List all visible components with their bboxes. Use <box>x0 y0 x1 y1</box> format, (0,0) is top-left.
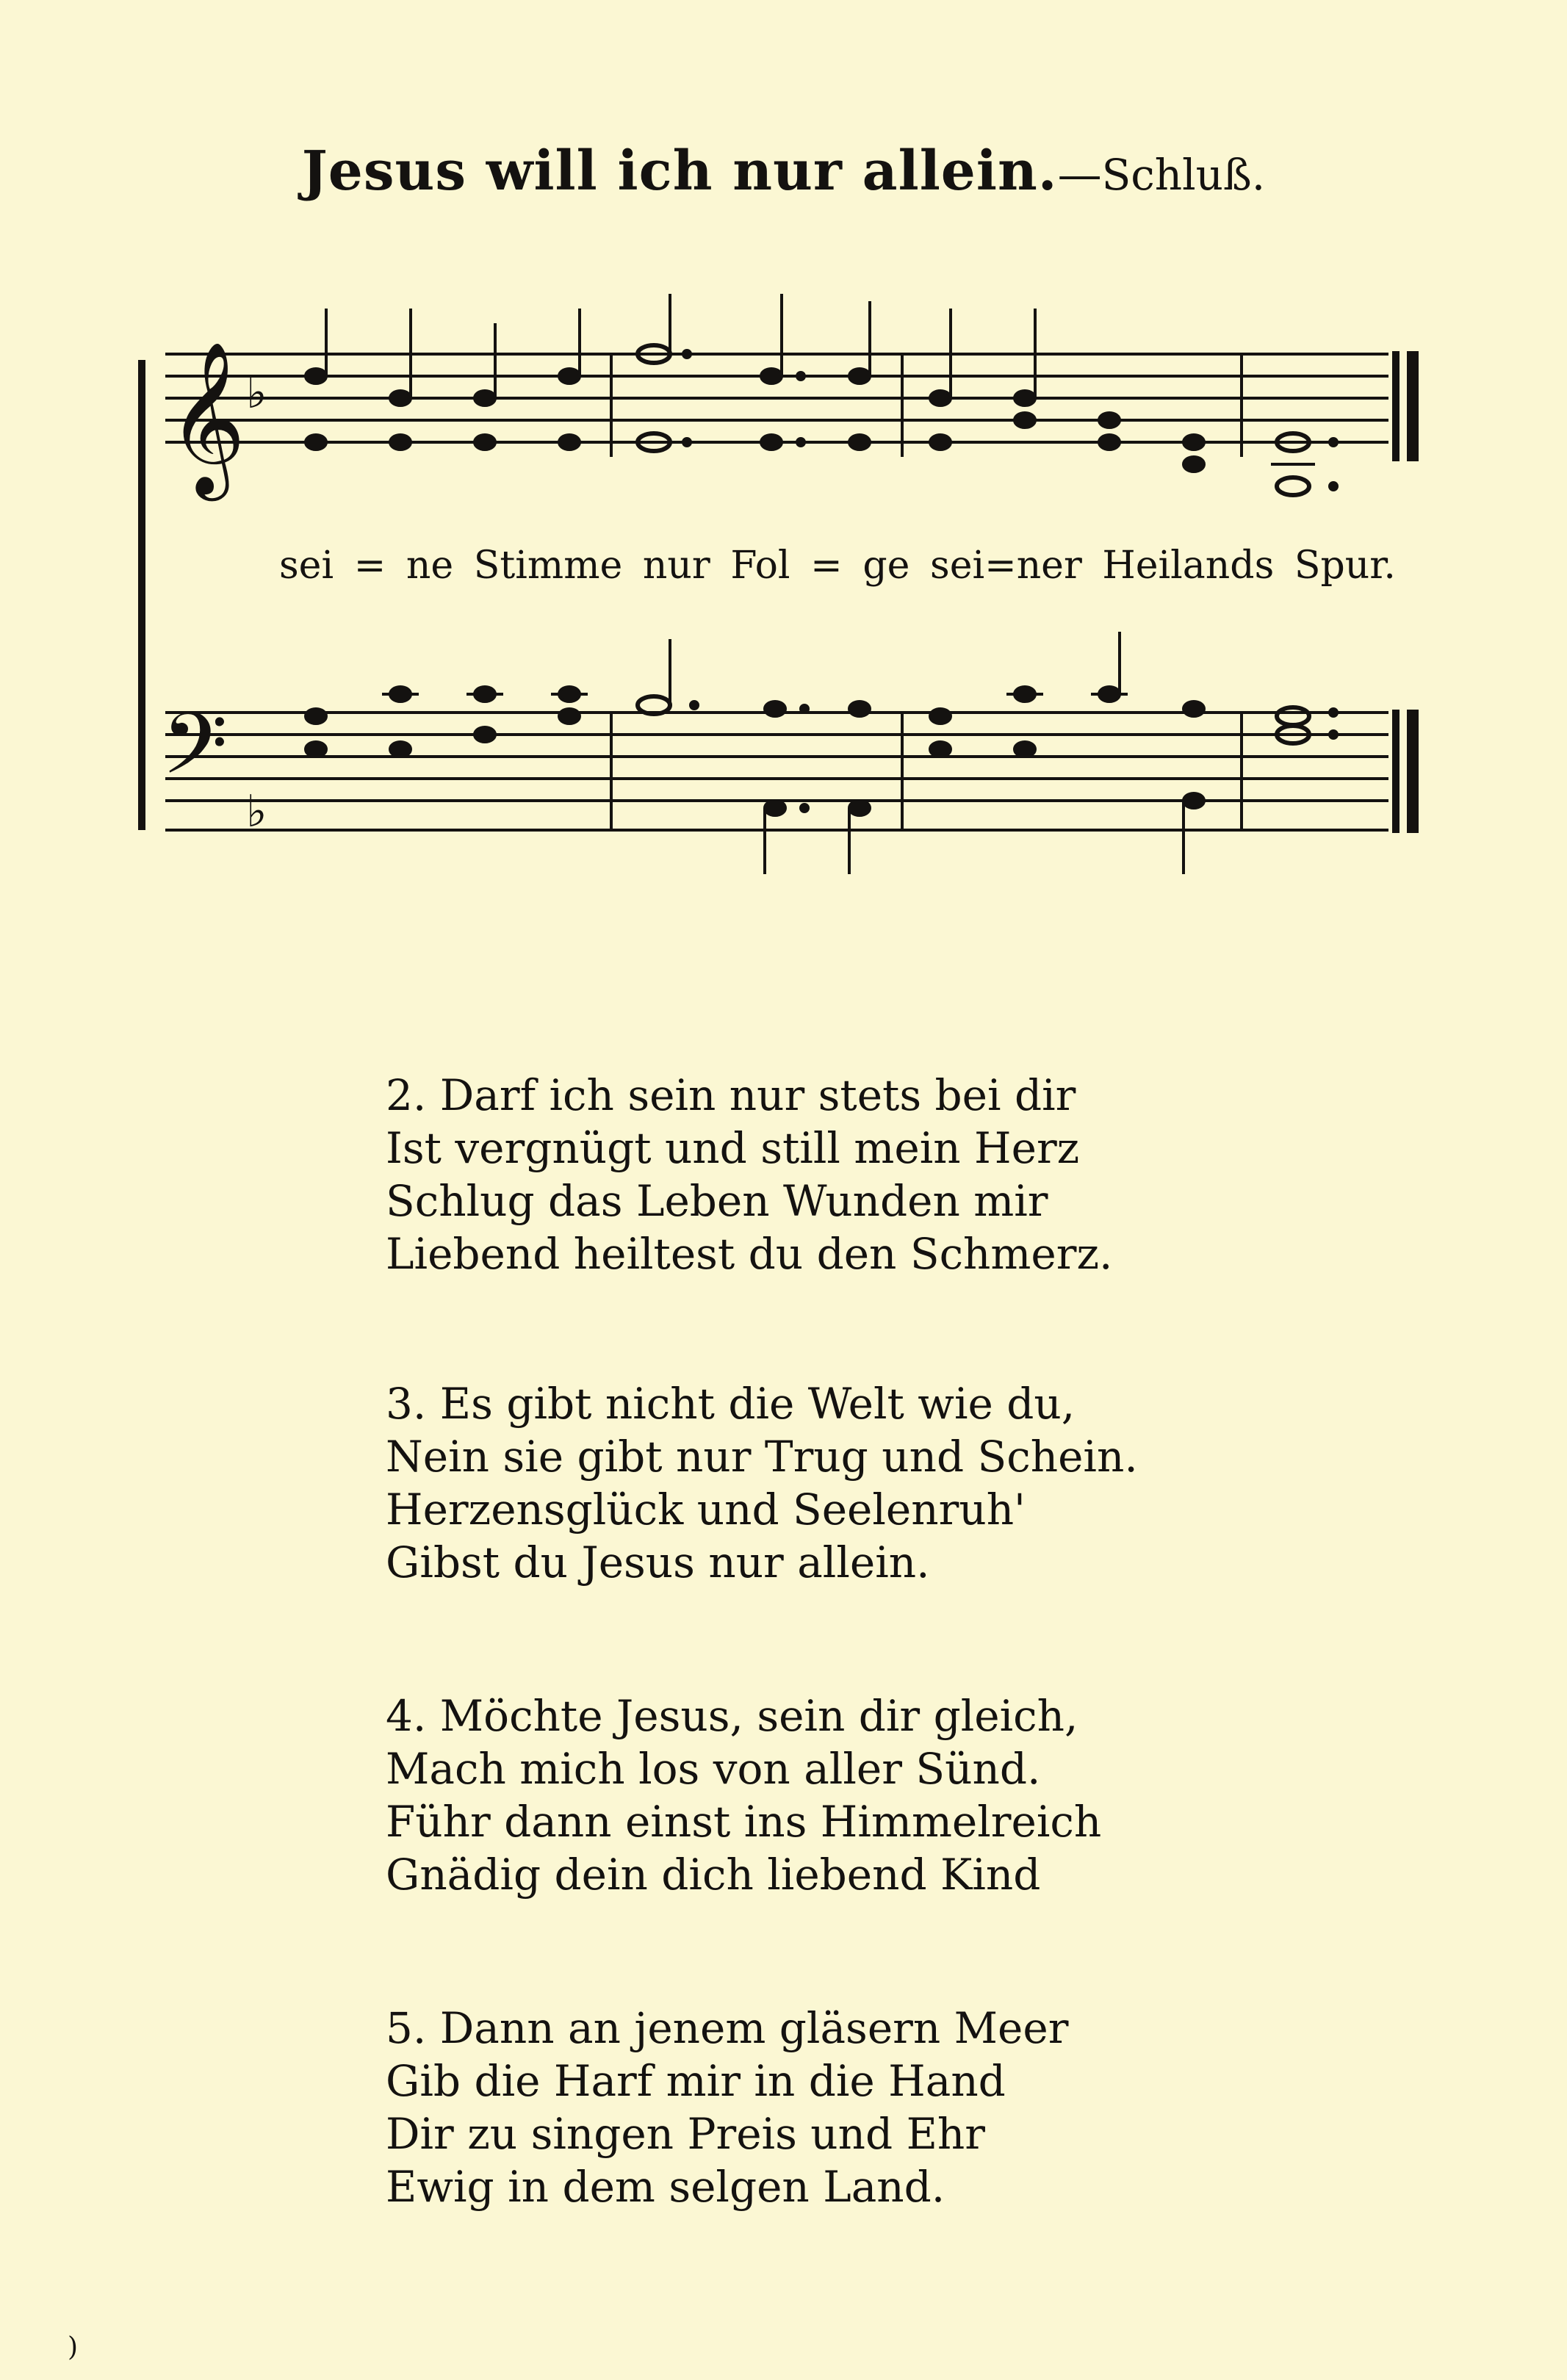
verse-number: 3. <box>386 1379 427 1429</box>
lyric-syllable: Fol <box>730 544 790 588</box>
treble-clef-icon: 𝄞 <box>167 341 246 494</box>
title-separator: — <box>1057 149 1102 201</box>
note <box>475 391 495 405</box>
title-subtitle: Schluß. <box>1101 150 1266 200</box>
treble-staff <box>165 354 1388 442</box>
note <box>306 742 326 757</box>
note <box>1184 457 1204 472</box>
verse-line: Gnädig dein dich liebend Kind <box>386 1850 1041 1900</box>
lyric-syllable: = <box>353 544 386 588</box>
flat-icon: ♭ <box>246 367 267 419</box>
note <box>390 742 411 757</box>
note <box>1184 702 1204 716</box>
music-score <box>0 0 1567 955</box>
note <box>1099 413 1120 428</box>
hymn-title: Jesus will ich nur allein. <box>301 140 1058 203</box>
lyric-syllable: nur <box>642 544 710 588</box>
note <box>559 369 580 383</box>
note <box>765 702 785 716</box>
lyric-syllable: Spur. <box>1294 544 1396 588</box>
verse-line: 4. Möchte Jesus, sein dir gleich, <box>386 1691 1078 1741</box>
treble-final-barline <box>1392 351 1419 461</box>
note <box>849 702 870 716</box>
note <box>306 709 326 724</box>
note <box>765 801 785 815</box>
note <box>761 435 782 450</box>
note <box>761 369 782 383</box>
note <box>1099 435 1120 450</box>
verse-line: Mach mich los von aller Sünd. <box>386 1744 1041 1794</box>
verse-number: 4. <box>386 1691 427 1741</box>
note <box>1015 742 1035 757</box>
bass-final-barline <box>1392 710 1419 833</box>
note <box>849 369 870 383</box>
note <box>930 435 951 450</box>
verse-line: Gibst du Jesus nur allein. <box>386 1537 930 1587</box>
note <box>390 391 411 405</box>
verse-line: Gib die Harf mir in die Hand <box>386 2056 1006 2106</box>
verse-line: 3. Es gibt nicht die Welt wie du, <box>386 1379 1076 1429</box>
bass-notes <box>306 632 1337 874</box>
note <box>475 435 495 450</box>
verse-line: Dir zu singen Preis und Ehr <box>386 2109 985 2159</box>
note <box>1184 435 1204 450</box>
lyric-syllable: = <box>810 544 843 588</box>
verse-line: Herzensglück und Seelenruh' <box>386 1485 1026 1535</box>
note <box>559 709 580 724</box>
note <box>559 435 580 450</box>
note <box>930 709 951 724</box>
note <box>849 801 870 815</box>
note <box>1015 413 1035 428</box>
verse-line: 5. Dann an jenem gläsern Meer <box>386 2003 1069 2053</box>
verse-line: Nein sie gibt nur Trug und Schein. <box>386 1432 1138 1482</box>
lyric-syllable: Stimme <box>473 544 623 588</box>
verse-line: Führ dann einst ins Himmelreich <box>386 1797 1102 1847</box>
verse-line: Liebend heiltest du den Schmerz. <box>386 1229 1113 1279</box>
verse-line: 2. Darf ich sein nur stets bei dir <box>386 1070 1076 1120</box>
lyric-syllable: sei=ner <box>930 544 1082 588</box>
verse-4 <box>386 1690 1101 1901</box>
note <box>930 742 951 757</box>
note <box>1277 707 1309 725</box>
note <box>475 727 495 742</box>
bass-clef-icon: 𝄢 <box>162 695 228 815</box>
verse-number: 5. <box>386 2003 427 2053</box>
verse-number: 2. <box>386 1070 427 1120</box>
note <box>1184 793 1204 808</box>
note <box>849 435 870 450</box>
note <box>1015 391 1035 405</box>
note <box>306 369 326 383</box>
note <box>930 391 951 405</box>
lyrics-line <box>279 544 1396 588</box>
note <box>1277 477 1309 495</box>
note <box>306 435 326 450</box>
verse-line: Schlug das Leben Wunden mir <box>386 1176 1048 1226</box>
note <box>390 435 411 450</box>
lyric-syllable: ne <box>406 544 454 588</box>
corner-mark: ) <box>68 2332 79 2362</box>
lyric-syllable: ge <box>862 544 910 588</box>
verse-line: Ewig in dem selgen Land. <box>386 2162 945 2212</box>
verse-2 <box>386 1069 1112 1280</box>
lyric-syllable: Heilands <box>1102 544 1275 588</box>
verse-5 <box>386 2002 1068 2213</box>
lyric-syllable: sei <box>279 544 334 588</box>
flat-icon: ♭ <box>246 786 267 837</box>
bass-barlines <box>611 713 1242 830</box>
verse-line: Ist vergnügt und still mein Herz <box>386 1123 1080 1173</box>
treble-notes <box>306 294 1337 495</box>
system-bar <box>138 360 145 830</box>
verse-3 <box>386 1377 1138 1589</box>
